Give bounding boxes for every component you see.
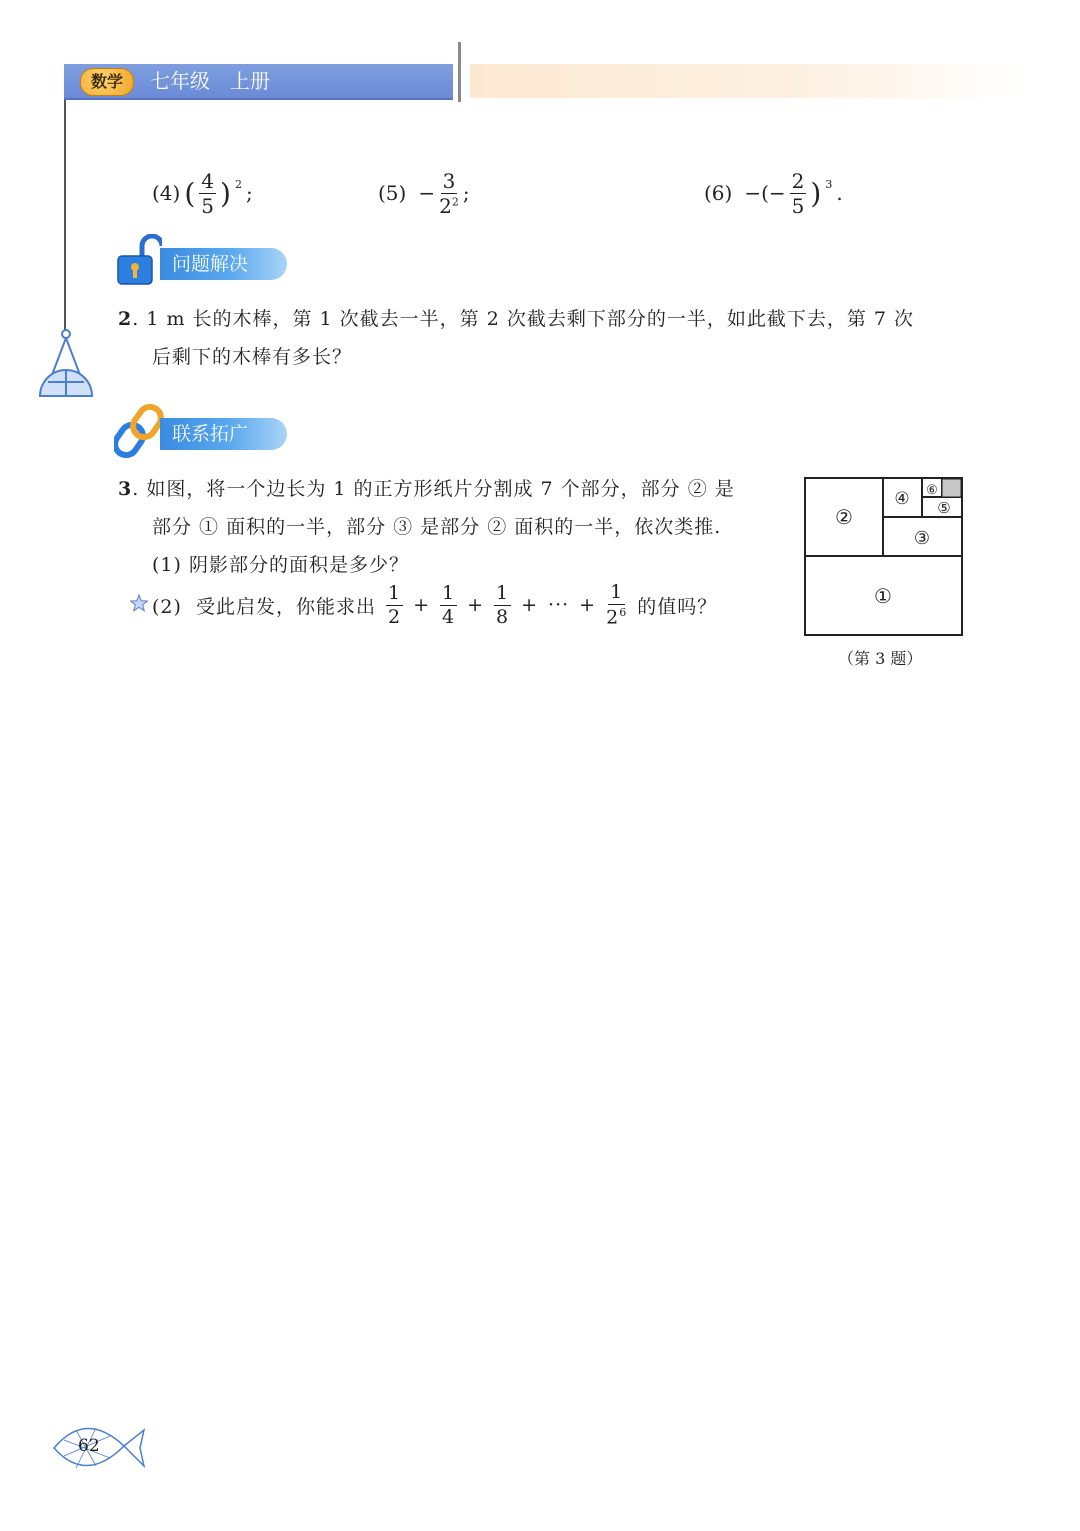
numerator: 2 [791,168,805,193]
den-exponent: 2 [451,194,459,208]
numerator: 4 [201,168,215,193]
problem-2-line-2: 后剩下的木棒有多长？ [152,346,353,368]
numerator: 1 [388,581,402,604]
label-5: ⑤ [937,499,951,517]
problem-3-line-1 [118,470,735,508]
header-divider [458,42,461,102]
star-icon [130,594,148,612]
chain-link-icon [114,404,164,458]
plus-sign: + [521,594,539,616]
section-tag-extension: 联系拓广 [160,418,287,450]
fraction [790,168,807,218]
exercise-5-label: (5) [378,181,407,205]
problem-3-question-2 [152,580,717,630]
shaded-region [942,479,961,497]
plus-sign: + [467,594,485,616]
fraction [199,168,216,218]
fraction-half [386,581,403,628]
numerator: 1 [496,581,510,604]
problem-3-line-2: 部分 ① 面积的一半，部分 ③ 是部分 ② 面积的一半，依次类推. [152,516,722,538]
denominator: 8 [496,605,510,628]
book-title: 七年级 上册 [150,69,270,93]
unlock-icon [114,234,162,286]
den-base: 2 [439,193,452,218]
left-paren: ( [184,176,196,210]
denominator: 5 [201,193,215,218]
fraction-eighth [494,581,511,628]
denominator: 4 [442,605,456,628]
punct: ; [462,181,470,205]
label-2: ② [835,505,853,529]
exercise-4-label: (4) [152,181,181,205]
problem-2-line-1 [118,300,914,338]
exercise-4 [152,168,253,218]
fraction-last [606,580,628,629]
denominator: 5 [791,193,805,218]
header-gradient-band [470,64,1030,98]
problem-text: . 如图，将一个边长为 1 的正方形纸片分割成 7 个部分，部分 ② 是 [132,478,735,500]
exercise-5 [378,168,470,218]
denominator: 2 [388,605,402,628]
numerator: 1 [610,580,624,603]
section-tag-problem-solving: 问题解决 [160,248,287,280]
label-4: ④ [894,489,910,509]
ellipsis: ··· [548,594,570,616]
label-1: ① [874,584,892,608]
exercise-6 [704,168,843,218]
question-tail: 的值吗？ [637,595,718,618]
problem-number: 2 [118,308,133,330]
exponent: 2 [234,177,242,191]
exponent: 3 [825,177,833,191]
prefix: −(− [744,181,786,205]
label-6: ⑥ [926,483,938,498]
right-paren: ) [220,176,231,210]
numerator: 1 [442,581,456,604]
problem-number: 3 [118,478,133,500]
minus-sign: − [418,181,436,205]
figure-caption: （第 3 题） [838,649,923,668]
denominator [439,194,459,216]
subject-badge: 数学 [80,68,134,96]
question-label: (2) 受此启发，你能求出 [152,595,376,618]
plus-sign: + [579,594,597,616]
problem-text: . 1 m 长的木棒，第 1 次截去一半，第 2 次截去剩下部分的一半，如此截下去，第 7 次 [132,308,915,330]
fraction [439,168,459,218]
den-base: 2 [606,606,620,629]
margin-rule [64,100,66,330]
compass-icon [36,328,96,400]
fraction-quarter [440,581,457,628]
exercise-6-label: (6) [704,181,733,205]
punct: ; [245,181,253,205]
problem-3-question-1: (1) 阴影部分的面积是多少？ [152,554,409,576]
numerator: 3 [442,168,456,193]
square-partition-diagram [804,477,964,637]
right-paren: ) [810,176,822,210]
plus-sign: + [413,594,431,616]
denominator [606,605,627,627]
punct: . [836,181,843,205]
label-3: ③ [913,528,931,549]
page-number: 62 [78,1436,100,1456]
den-exponent: 6 [619,605,628,619]
